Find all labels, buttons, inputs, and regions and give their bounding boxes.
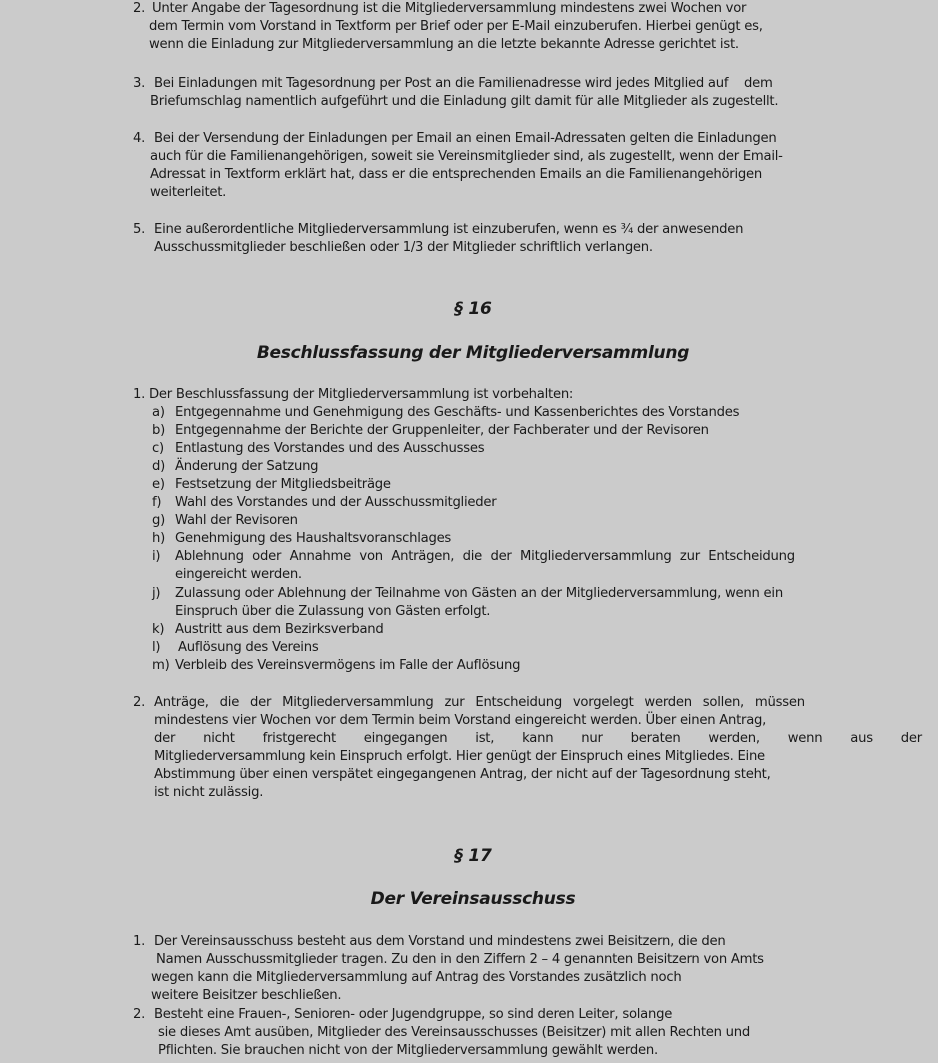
- section-17-title: Der Vereinsausschuss: [370, 889, 576, 909]
- text-line: Namen Ausschussmitglieder tragen. Zu den in den Ziffern 2 – 4 genannten Beisitzern von Amts: [156, 952, 764, 967]
- text-line: Bei der Versendung der Einladungen per Email an einen Email-Adressaten gelten die Einladungen: [154, 131, 777, 146]
- subitem-label: i): [152, 549, 161, 564]
- subitem-label: e): [152, 477, 165, 492]
- item-number: 4.: [133, 131, 146, 146]
- subitem-label: k): [152, 622, 165, 637]
- subitem-text: Entgegennahme und Genehmigung des Geschäfts- und Kassenberichtes des Vorstandes: [175, 405, 740, 420]
- subitem-text: Entlastung des Vorstandes und des Ausschusses: [175, 441, 485, 456]
- subitem-text: eingereicht werden.: [175, 567, 302, 582]
- text-line: Ausschussmitglieder beschließen oder 1/3 der Mitglieder schriftlich verlangen.: [154, 240, 653, 255]
- text-line: Anträge, die der Mitgliederversammlung zur Entscheidung vorgelegt werden sollen, müssen: [154, 695, 805, 710]
- subitem-text: Einspruch über die Zulassung von Gästen erfolgt.: [175, 604, 491, 619]
- subitem-text: Auflösung des Vereins: [178, 640, 319, 655]
- subitem-label: d): [152, 459, 166, 474]
- subitem-text: Entgegennahme der Berichte der Gruppenleiter, der Fachberater und der Revisoren: [175, 423, 709, 438]
- item-number: 3.: [133, 76, 146, 91]
- subitem-label: j): [152, 586, 161, 601]
- subitem-text: Zulassung oder Ablehnung der Teilnahme von Gästen an der Mitgliederversammlung, wenn ein: [175, 586, 783, 601]
- text-line: Pflichten. Sie brauchen nicht von der Mitgliederversammlung gewählt werden.: [158, 1043, 658, 1058]
- section-17-number: § 17: [454, 846, 492, 866]
- subitem-label: m): [152, 658, 170, 673]
- subitem-label: a): [152, 405, 165, 420]
- subitem-text: Wahl der Revisoren: [175, 513, 298, 528]
- text-line: Mitgliederversammlung kein Einspruch erfolgt. Hier genügt der Einspruch eines Mitgliedes. Eine: [154, 749, 765, 764]
- item-number: 1.: [133, 934, 146, 949]
- item-number: 2.: [133, 1007, 146, 1022]
- text-line: mindestens vier Wochen vor dem Termin beim Vorstand eingereicht werden. Über einen Antrag,: [154, 713, 767, 728]
- text-line: Briefumschlag namentlich aufgeführt und die Einladung gilt damit für alle Mitglieder als zugestellt.: [150, 94, 779, 109]
- section-16-number: § 16: [454, 299, 492, 319]
- text-line: Unter Angabe der Tagesordnung ist die Mitgliederversammlung mindestens zwei Wochen vor: [152, 1, 747, 16]
- text-line: ist nicht zulässig.: [154, 785, 264, 800]
- text-line: Eine außerordentliche Mitgliederversammlung ist einzuberufen, wenn es ¾ der anwesenden: [154, 222, 744, 237]
- section-16-title: Beschlussfassung der Mitgliederversammlung: [256, 343, 690, 363]
- subitem-text: Ablehnung oder Annahme von Anträgen, die der Mitgliederversammlung zur Entscheidung: [175, 549, 795, 564]
- text-line: auch für die Familienangehörigen, soweit sie Vereinsmitglieder sind, als zugestellt, wenn der Email-: [150, 149, 783, 164]
- subitem-label: c): [152, 441, 164, 456]
- subitem-text: Verbleib des Vereinsvermögens im Falle der Auflösung: [175, 658, 521, 673]
- subitem-label: f): [152, 495, 162, 510]
- subitem-label: b): [152, 423, 166, 438]
- text-line: wenn die Einladung zur Mitgliederversammlung an die letzte bekannte Adresse gerichtet ist.: [149, 37, 739, 52]
- item-number: 5.: [133, 222, 146, 237]
- item-number: 2.: [133, 695, 146, 710]
- text-line: Bei Einladungen mit Tagesordnung per Post an die Familienadresse wird jedes Mitglied auf dem: [154, 76, 773, 91]
- text-line: Adressat in Textform erklärt hat, dass er die entsprechenden Emails an die Familienangehörigen: [150, 167, 762, 182]
- subitem-label: h): [152, 531, 166, 546]
- item-number: 2.: [133, 1, 146, 16]
- subitem-text: Festsetzung der Mitgliedsbeiträge: [175, 477, 391, 492]
- section-16-item-1-intro: 1. Der Beschlussfassung der Mitgliederversammlung ist vorbehalten:: [133, 387, 574, 402]
- text-line: Der Vereinsausschuss besteht aus dem Vorstand und mindestens zwei Beisitzern, die den: [154, 934, 726, 949]
- subitem-label: l): [152, 640, 161, 655]
- text-line: weiterleitet.: [150, 185, 227, 200]
- text-line: sie dieses Amt ausüben, Mitglieder des Vereinsausschusses (Beisitzer) mit allen Rechten und: [158, 1025, 751, 1040]
- text-line: Besteht eine Frauen-, Senioren- oder Jugendgruppe, so sind deren Leiter, solange: [154, 1007, 673, 1022]
- text-line: wegen kann die Mitgliederversammlung auf Antrag des Vorstandes zusätzlich noch: [151, 970, 682, 985]
- subitem-text: Änderung der Satzung: [175, 459, 319, 474]
- text-line: weitere Beisitzer beschließen.: [151, 988, 342, 1003]
- subitem-text: Genehmigung des Haushaltsvoranschlages: [175, 531, 452, 546]
- text-line: Abstimmung über einen verspätet eingegangenen Antrag, der nicht auf der Tagesordnung steht,: [154, 767, 771, 782]
- subitem-text: Wahl des Vorstandes und der Ausschussmitglieder: [175, 495, 497, 510]
- subitem-text: Austritt aus dem Bezirksverband: [175, 622, 384, 637]
- subitem-label: g): [152, 513, 166, 528]
- text-line: dem Termin vom Vorstand in Textform per Brief oder per E-Mail einzuberufen. Hierbei genügt es,: [149, 19, 763, 34]
- text-line: der nicht fristgerecht eingegangen ist, kann nur beraten werden, wenn aus der: [154, 731, 922, 746]
